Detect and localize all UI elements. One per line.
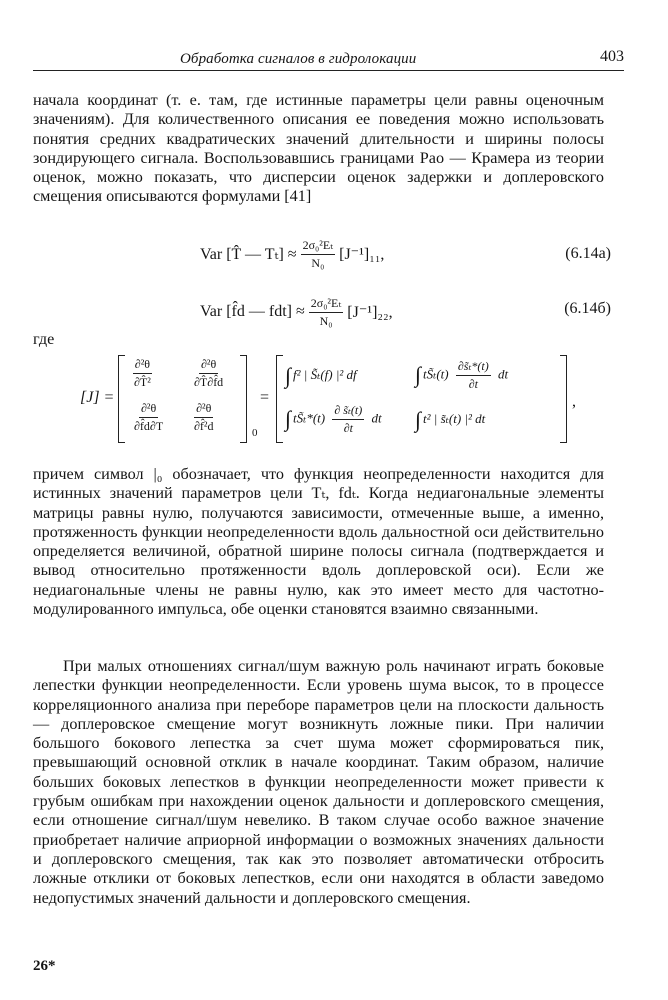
r21-num: ∂ s̃ₜ(t)	[332, 403, 364, 420]
matrix-cell-21	[132, 401, 165, 434]
formula-a-fraction	[301, 238, 336, 271]
evaluation-subscript: 0	[252, 427, 258, 439]
matrix-lhs: [J] =	[80, 389, 115, 406]
cell-11-den: ∂T̂²	[134, 375, 151, 389]
cell-12-den: ∂T̂∂f̂d	[194, 375, 224, 389]
integral-r21: ∫ tS̃ₜ*(t) $\frac{\text{∂ s̃ₜ(t)}}{\partial t}$ dt	[285, 403, 382, 435]
matrix-cell-11	[132, 357, 153, 390]
where-label: где	[33, 330, 55, 348]
formula-6-14a	[200, 232, 384, 276]
matrix-equals: =	[260, 389, 270, 406]
cell-12-num: ∂²θ	[199, 357, 218, 374]
r21-den: ∂t	[343, 421, 353, 435]
formula-b-fraction	[309, 296, 344, 329]
formula-a-rhs: [J⁻¹]₁₁,	[339, 246, 385, 263]
formula-6-14b	[200, 290, 393, 334]
matrix-cell-12	[192, 357, 225, 390]
r12-num: ∂s̃ₜ*(t)	[456, 359, 491, 376]
r12-differential: dt	[498, 366, 509, 382]
r22-expression: t² | s̃ₜ(t) |² dt	[423, 411, 486, 426]
information-matrix-formula	[80, 355, 580, 445]
r12-term: tS̃ₜ(t)	[423, 366, 449, 382]
equation-number-6-14a: (6.14а)	[565, 245, 611, 262]
r21-term: tS̃ₜ*(t)	[293, 410, 326, 426]
left-matrix-bracket	[118, 355, 125, 443]
cell-22-den: ∂f̂²d	[194, 419, 214, 433]
printer-signature: 26*	[33, 958, 56, 974]
page-number: 403	[600, 48, 624, 65]
integral-r11: ∫ f² | S̃ₜ(f) |² df	[285, 363, 357, 388]
equation-number-6-14b: (6.14б)	[564, 300, 611, 317]
right-side-right-bracket	[560, 355, 567, 443]
integral-r22: ∫ t² | s̃ₜ(t) |² dt	[415, 407, 486, 432]
formula-a-lhs: Var [T̂ — Tₜ] ≈	[200, 246, 297, 263]
formula-b-denominator: N₀	[319, 313, 333, 328]
paragraph-2: причем символ |₀ обозначает, что функция неопределенности находится для истинных значений параметров цели Tₜ, fdₜ. Когда недиагональные элементы матрицы равны нулю, получаются зависимости, отмеченные выше, а именно, протяженность функции неопределенности вдоль дальностной оси действительно определяется величиной, обратной ширине полосы сигнала (подтверждается и вывод относительно протяженности вдоль доплеровской оси). Если же недиагональные члены не равны нулю, как это имеет место для частотно-модулированного импульса, обе оценки становятся взаимно связанными.	[33, 465, 604, 619]
formula-b-lhs: Var [f̂d — fdt] ≈	[200, 303, 305, 320]
paragraph-1: начала координат (т. е. там, где истинные параметры цели равны оценочным значениям). Для количественного описания ее поведения можно использовать понятия средних квадратических значений длительности и ширины полосы зондирующего сигнала. Воспользовавшись границами Рао — Крамера из теории оценок, можно показать, что дисперсии оценок задержки и доплеровского смещения описываются формулами [41]	[33, 91, 604, 206]
formula-b-rhs: [J⁻¹]₂₂,	[347, 304, 393, 321]
right-side-left-bracket	[276, 355, 283, 443]
running-title: Обработка сигналов в гидролокации	[180, 51, 417, 67]
cell-21-num: ∂²θ	[139, 401, 158, 418]
formula-a-denominator: N₀	[311, 255, 325, 270]
page-header	[33, 48, 624, 71]
paragraph-3: При малых отношениях сигнал/шум важную роль начинают играть боковые лепестки функции неопределенности. Если уровень шума высок, то в процессе корреляционного анализа при переборе параметров цели на плоскости дальность — доплеровское смещение могут возникнуть ложные пики. При наличии большого бокового лепестка за счет шума может сформироваться пик, превышающий основной отклик в начале координат. Таким образом, наличие больших боковых лепестков в функции неопределенности может привести к грубым ошибкам при нахождении оценок дальности и доплеровского смещения, если отношение сигнал/шум невелико. В таком случае особо важное значение приобретает наличие априорной информации о возможных значениях дальности и доплеровского смещения, так как это позволяет автоматически отбросить ложные отклики от боковых лепестков, если они находятся в области заведомо недопустимых значений дальности и доплеровского смещения.	[33, 657, 604, 907]
matrix-cell-22	[192, 401, 216, 434]
formula-a-numerator: 2σ₀²Eₜ	[301, 238, 336, 255]
cell-11-num: ∂²θ	[133, 357, 152, 374]
cell-21-den: ∂f̂d∂T	[134, 419, 164, 433]
integral-r12: ∫ tS̃ₜ(t) $\frac{\text{∂s̃ₜ*(t)}}{\partial t}$ dt	[415, 359, 509, 391]
r12-den: ∂t	[468, 377, 478, 391]
r21-differential: dt	[371, 410, 382, 426]
r11-expression: f² | S̃ₜ(f) |² df	[293, 367, 357, 382]
right-matrix-bracket	[240, 355, 247, 443]
matrix-trailing-comma: ,	[572, 393, 576, 410]
formula-b-numerator: 2σ₀²Eₜ	[309, 296, 344, 313]
cell-22-num: ∂²θ	[194, 401, 213, 418]
